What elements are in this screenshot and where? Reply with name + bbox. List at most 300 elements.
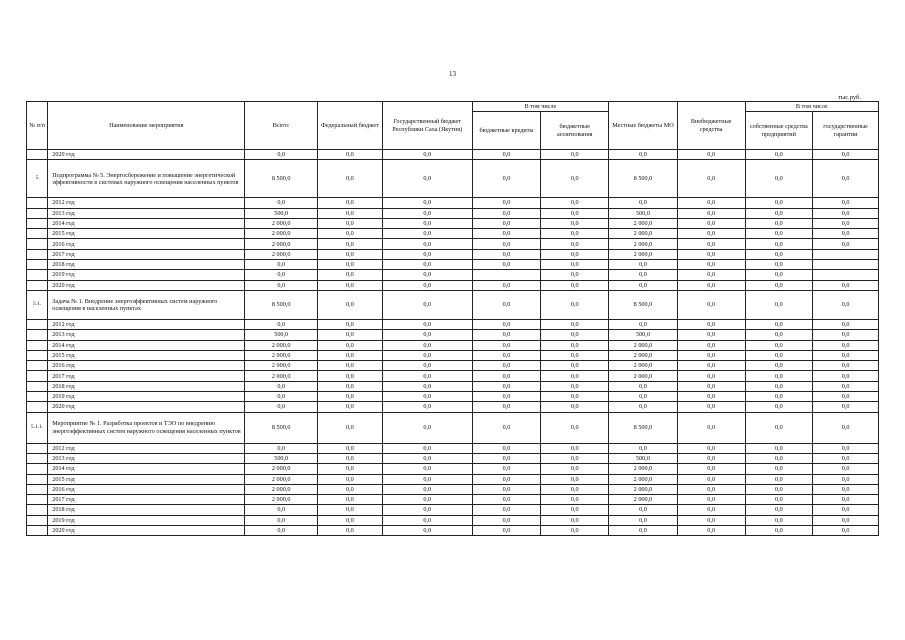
cell-credits: 0,0	[472, 381, 541, 391]
row-number-empty	[27, 495, 48, 505]
cell-assign: 0,0	[541, 290, 609, 319]
row-number-empty	[27, 218, 48, 228]
year-label: 2018 год	[48, 505, 245, 515]
cell-state: 0,0	[382, 392, 472, 402]
year-label: 2014 год	[48, 464, 245, 474]
cell-extra: 0,0	[677, 453, 745, 463]
row-number-empty	[27, 392, 48, 402]
table-row-year	[27, 208, 879, 218]
cell-extra: 0,0	[677, 270, 745, 280]
cell-federal: 0,0	[318, 218, 383, 228]
cell-assign: 0,0	[541, 505, 609, 515]
cell-state: 0,0	[382, 319, 472, 329]
cell-total: 8 500,0	[245, 290, 318, 319]
cell-credits: 0,0	[472, 464, 541, 474]
cell-state: 0,0	[382, 280, 472, 290]
cell-assign: 0,0	[541, 402, 609, 412]
cell-guar	[813, 249, 879, 259]
cell-local: 0,0	[609, 319, 678, 329]
table-row-program	[27, 412, 879, 443]
cell-credits: 0,0	[472, 443, 541, 453]
cell-federal: 0,0	[318, 443, 383, 453]
cell-state: 0,0	[382, 381, 472, 391]
cell-federal: 0,0	[318, 290, 383, 319]
cell-total: 500,0	[245, 453, 318, 463]
row-number-empty	[27, 260, 48, 270]
header-federal: Федеральный бюджет	[318, 102, 383, 150]
table-row-year	[27, 402, 879, 412]
row-number-empty	[27, 239, 48, 249]
table-row-year	[27, 464, 879, 474]
row-number-empty	[27, 361, 48, 371]
cell-extra: 0,0	[677, 150, 745, 160]
cell-federal: 0,0	[318, 392, 383, 402]
cell-total: 2 000,0	[245, 484, 318, 494]
cell-credits: 0,0	[472, 495, 541, 505]
cell-federal: 0,0	[318, 160, 383, 198]
cell-state: 0,0	[382, 361, 472, 371]
cell-own: 0,0	[745, 412, 813, 443]
table-row-year	[27, 443, 879, 453]
table-row-year	[27, 371, 879, 381]
cell-extra: 0,0	[677, 484, 745, 494]
cell-state: 0,0	[382, 484, 472, 494]
cell-guar: 0,0	[813, 464, 879, 474]
cell-credits: 0,0	[472, 484, 541, 494]
table-row-year	[27, 392, 879, 402]
cell-federal: 0,0	[318, 495, 383, 505]
cell-total: 0,0	[245, 280, 318, 290]
table-row-year	[27, 280, 879, 290]
table-row-year	[27, 526, 879, 536]
cell-credits	[472, 270, 541, 280]
table-row-year	[27, 474, 879, 484]
cell-guar: 0,0	[813, 515, 879, 525]
cell-assign: 0,0	[541, 464, 609, 474]
cell-guar: 0,0	[813, 239, 879, 249]
cell-guar: 0,0	[813, 290, 879, 319]
year-label: 2018 год	[48, 381, 245, 391]
cell-guar: 0,0	[813, 495, 879, 505]
cell-own: 0,0	[745, 229, 813, 239]
cell-state: 0,0	[382, 249, 472, 259]
cell-state: 0,0	[382, 412, 472, 443]
row-number: 5.1.	[27, 290, 48, 319]
cell-local: 8 500,0	[609, 412, 678, 443]
cell-own: 0,0	[745, 150, 813, 160]
row-number-empty	[27, 484, 48, 494]
cell-state: 0,0	[382, 198, 472, 208]
cell-credits: 0,0	[472, 505, 541, 515]
cell-guar: 0,0	[813, 208, 879, 218]
cell-local: 8 500,0	[609, 290, 678, 319]
cell-extra: 0,0	[677, 381, 745, 391]
table-row-year	[27, 198, 879, 208]
row-number-empty	[27, 150, 48, 160]
cell-own: 0,0	[745, 402, 813, 412]
cell-assign: 0,0	[541, 412, 609, 443]
cell-federal: 0,0	[318, 371, 383, 381]
cell-total: 2 000,0	[245, 239, 318, 249]
cell-state: 0,0	[382, 495, 472, 505]
cell-credits: 0,0	[472, 218, 541, 228]
cell-own: 0,0	[745, 270, 813, 280]
cell-federal: 0,0	[318, 484, 383, 494]
cell-federal: 0,0	[318, 361, 383, 371]
cell-own: 0,0	[745, 464, 813, 474]
cell-extra: 0,0	[677, 290, 745, 319]
cell-guar: 0,0	[813, 160, 879, 198]
year-label: 2019 год	[48, 270, 245, 280]
cell-assign: 0,0	[541, 270, 609, 280]
cell-federal: 0,0	[318, 412, 383, 443]
cell-guar: 0,0	[813, 218, 879, 228]
cell-own: 0,0	[745, 371, 813, 381]
cell-guar	[813, 260, 879, 270]
cell-federal: 0,0	[318, 208, 383, 218]
cell-own: 0,0	[745, 350, 813, 360]
cell-federal: 0,0	[318, 526, 383, 536]
year-label: 2012 год	[48, 443, 245, 453]
header-no: № п/п	[27, 102, 48, 150]
cell-total: 0,0	[245, 443, 318, 453]
cell-state: 0,0	[382, 402, 472, 412]
row-number-empty	[27, 350, 48, 360]
table-row-program	[27, 290, 879, 319]
cell-local: 0,0	[609, 280, 678, 290]
year-label: 2020 год	[48, 526, 245, 536]
table-row-year	[27, 453, 879, 463]
cell-federal: 0,0	[318, 381, 383, 391]
row-number-empty	[27, 319, 48, 329]
cell-guar: 0,0	[813, 350, 879, 360]
cell-state: 0,0	[382, 464, 472, 474]
year-label: 2013 год	[48, 330, 245, 340]
cell-assign: 0,0	[541, 443, 609, 453]
cell-federal: 0,0	[318, 350, 383, 360]
header-local: Местные бюджеты МО	[609, 102, 678, 150]
cell-total: 8 500,0	[245, 160, 318, 198]
cell-extra: 0,0	[677, 474, 745, 484]
cell-local: 0,0	[609, 381, 678, 391]
row-number-empty	[27, 280, 48, 290]
cell-local: 0,0	[609, 515, 678, 525]
year-label: 2015 год	[48, 474, 245, 484]
cell-credits: 0,0	[472, 340, 541, 350]
cell-extra: 0,0	[677, 319, 745, 329]
cell-own: 0,0	[745, 340, 813, 350]
cell-state: 0,0	[382, 371, 472, 381]
cell-credits: 0,0	[472, 402, 541, 412]
cell-guar: 0,0	[813, 198, 879, 208]
table-row-year	[27, 381, 879, 391]
cell-extra: 0,0	[677, 249, 745, 259]
table-header	[27, 102, 879, 150]
cell-state: 0,0	[382, 150, 472, 160]
cell-credits: 0,0	[472, 412, 541, 443]
cell-own: 0,0	[745, 319, 813, 329]
cell-guar	[813, 270, 879, 280]
cell-total: 0,0	[245, 319, 318, 329]
cell-federal: 0,0	[318, 270, 383, 280]
cell-state: 0,0	[382, 229, 472, 239]
cell-local: 500,0	[609, 208, 678, 218]
cell-credits: 0,0	[472, 350, 541, 360]
cell-own: 0,0	[745, 280, 813, 290]
cell-local: 2 000,0	[609, 464, 678, 474]
cell-state: 0,0	[382, 515, 472, 525]
cell-total: 0,0	[245, 381, 318, 391]
cell-state: 0,0	[382, 208, 472, 218]
page-number: 13	[449, 70, 456, 78]
cell-total: 0,0	[245, 526, 318, 536]
cell-guar: 0,0	[813, 361, 879, 371]
table-row-year	[27, 484, 879, 494]
cell-federal: 0,0	[318, 260, 383, 270]
cell-extra: 0,0	[677, 412, 745, 443]
cell-local: 0,0	[609, 198, 678, 208]
cell-guar: 0,0	[813, 392, 879, 402]
cell-assign: 0,0	[541, 229, 609, 239]
cell-own: 0,0	[745, 361, 813, 371]
cell-guar: 0,0	[813, 371, 879, 381]
cell-federal: 0,0	[318, 464, 383, 474]
cell-own: 0,0	[745, 208, 813, 218]
cell-own: 0,0	[745, 218, 813, 228]
budget-table	[26, 101, 879, 536]
cell-federal: 0,0	[318, 453, 383, 463]
cell-state: 0,0	[382, 270, 472, 280]
year-label: 2016 год	[48, 361, 245, 371]
cell-total: 500,0	[245, 208, 318, 218]
cell-assign: 0,0	[541, 526, 609, 536]
cell-credits: 0,0	[472, 361, 541, 371]
cell-own: 0,0	[745, 505, 813, 515]
cell-assign: 0,0	[541, 280, 609, 290]
cell-local: 2 000,0	[609, 371, 678, 381]
cell-extra: 0,0	[677, 505, 745, 515]
cell-guar: 0,0	[813, 229, 879, 239]
cell-total: 0,0	[245, 515, 318, 525]
cell-federal: 0,0	[318, 340, 383, 350]
cell-own: 0,0	[745, 260, 813, 270]
year-label: 2017 год	[48, 371, 245, 381]
cell-total: 2 000,0	[245, 464, 318, 474]
cell-credits: 0,0	[472, 260, 541, 270]
cell-assign: 0,0	[541, 319, 609, 329]
cell-total: 2 000,0	[245, 495, 318, 505]
cell-own: 0,0	[745, 474, 813, 484]
cell-extra: 0,0	[677, 260, 745, 270]
cell-state: 0,0	[382, 330, 472, 340]
cell-own: 0,0	[745, 330, 813, 340]
cell-credits: 0,0	[472, 198, 541, 208]
cell-assign: 0,0	[541, 515, 609, 525]
table-row-year	[27, 229, 879, 239]
cell-assign: 0,0	[541, 484, 609, 494]
cell-local: 2 000,0	[609, 495, 678, 505]
cell-credits: 0,0	[472, 208, 541, 218]
cell-state: 0,0	[382, 340, 472, 350]
header-state: Государственный бюджет Республики Саха (Якутия)	[382, 102, 472, 150]
row-number-empty	[27, 340, 48, 350]
cell-federal: 0,0	[318, 249, 383, 259]
cell-local: 2 000,0	[609, 249, 678, 259]
row-number-empty	[27, 515, 48, 525]
cell-own: 0,0	[745, 484, 813, 494]
cell-total: 8 500,0	[245, 412, 318, 443]
cell-state: 0,0	[382, 260, 472, 270]
cell-assign: 0,0	[541, 160, 609, 198]
table-body	[27, 150, 879, 536]
cell-local: 500,0	[609, 330, 678, 340]
cell-credits: 0,0	[472, 319, 541, 329]
cell-total: 500,0	[245, 330, 318, 340]
cell-extra: 0,0	[677, 392, 745, 402]
cell-local: 0,0	[609, 150, 678, 160]
row-number-empty	[27, 208, 48, 218]
cell-extra: 0,0	[677, 330, 745, 340]
year-label: 2020 год	[48, 280, 245, 290]
cell-extra: 0,0	[677, 361, 745, 371]
table-row-year	[27, 350, 879, 360]
cell-own: 0,0	[745, 160, 813, 198]
cell-assign: 0,0	[541, 474, 609, 484]
table-row-year	[27, 218, 879, 228]
table-row-year	[27, 270, 879, 280]
cell-extra: 0,0	[677, 160, 745, 198]
cell-guar: 0,0	[813, 453, 879, 463]
cell-credits: 0,0	[472, 474, 541, 484]
cell-own: 0,0	[745, 453, 813, 463]
cell-extra: 0,0	[677, 198, 745, 208]
row-number-empty	[27, 526, 48, 536]
cell-total: 2 000,0	[245, 340, 318, 350]
cell-guar: 0,0	[813, 402, 879, 412]
cell-guar: 0,0	[813, 484, 879, 494]
cell-assign: 0,0	[541, 392, 609, 402]
year-label: 2020 год	[48, 150, 245, 160]
cell-local: 2 000,0	[609, 474, 678, 484]
cell-assign: 0,0	[541, 495, 609, 505]
year-label: 2017 год	[48, 249, 245, 259]
cell-total: 2 000,0	[245, 218, 318, 228]
cell-extra: 0,0	[677, 280, 745, 290]
cell-extra: 0,0	[677, 371, 745, 381]
cell-federal: 0,0	[318, 150, 383, 160]
cell-guar: 0,0	[813, 474, 879, 484]
year-label: 2017 год	[48, 495, 245, 505]
row-number-empty	[27, 402, 48, 412]
cell-assign: 0,0	[541, 218, 609, 228]
cell-local: 2 000,0	[609, 361, 678, 371]
cell-credits: 0,0	[472, 160, 541, 198]
cell-total: 0,0	[245, 150, 318, 160]
header-assign: бюджетные ассигнования	[541, 112, 609, 150]
cell-total: 2 000,0	[245, 361, 318, 371]
cell-federal: 0,0	[318, 229, 383, 239]
row-number-empty	[27, 270, 48, 280]
table-row-year	[27, 495, 879, 505]
cell-guar: 0,0	[813, 150, 879, 160]
header-guar: государственные гарантии	[813, 112, 879, 150]
header-total: Всего:	[245, 102, 318, 150]
cell-assign: 0,0	[541, 350, 609, 360]
cell-guar: 0,0	[813, 280, 879, 290]
cell-state: 0,0	[382, 474, 472, 484]
cell-total: 0,0	[245, 260, 318, 270]
cell-own: 0,0	[745, 290, 813, 319]
cell-assign: 0,0	[541, 361, 609, 371]
table-row-year	[27, 249, 879, 259]
cell-state: 0,0	[382, 505, 472, 515]
cell-local: 0,0	[609, 260, 678, 270]
table-row-year	[27, 361, 879, 371]
cell-federal: 0,0	[318, 330, 383, 340]
year-label: 2015 год	[48, 229, 245, 239]
cell-state: 0,0	[382, 350, 472, 360]
header-credits: бюджетные кредиты	[472, 112, 541, 150]
cell-extra: 0,0	[677, 208, 745, 218]
cell-credits: 0,0	[472, 453, 541, 463]
row-number-empty	[27, 453, 48, 463]
cell-extra: 0,0	[677, 229, 745, 239]
cell-total: 0,0	[245, 198, 318, 208]
cell-extra: 0,0	[677, 515, 745, 525]
cell-assign: 0,0	[541, 381, 609, 391]
year-label: 2014 год	[48, 218, 245, 228]
row-number: 5.1.1.	[27, 412, 48, 443]
cell-assign: 0,0	[541, 260, 609, 270]
cell-own: 0,0	[745, 515, 813, 525]
cell-local: 0,0	[609, 505, 678, 515]
cell-credits: 0,0	[472, 392, 541, 402]
table-row-year	[27, 150, 879, 160]
year-label: 2015 год	[48, 350, 245, 360]
row-number: 5	[27, 160, 48, 198]
cell-total: 0,0	[245, 402, 318, 412]
cell-federal: 0,0	[318, 239, 383, 249]
cell-federal: 0,0	[318, 505, 383, 515]
table-row-program	[27, 160, 879, 198]
cell-credits: 0,0	[472, 229, 541, 239]
row-number-empty	[27, 371, 48, 381]
cell-total: 0,0	[245, 392, 318, 402]
row-number-empty	[27, 198, 48, 208]
cell-assign: 0,0	[541, 198, 609, 208]
cell-local: 8 500,0	[609, 160, 678, 198]
cell-credits: 0,0	[472, 249, 541, 259]
cell-federal: 0,0	[318, 319, 383, 329]
cell-federal: 0,0	[318, 280, 383, 290]
cell-assign: 0,0	[541, 150, 609, 160]
table-row-year	[27, 260, 879, 270]
cell-local: 2 000,0	[609, 350, 678, 360]
cell-federal: 0,0	[318, 474, 383, 484]
cell-own: 0,0	[745, 198, 813, 208]
cell-local: 2 000,0	[609, 239, 678, 249]
table-row-year	[27, 319, 879, 329]
cell-extra: 0,0	[677, 526, 745, 536]
year-label: 2019 год	[48, 392, 245, 402]
row-number-empty	[27, 330, 48, 340]
cell-assign: 0,0	[541, 239, 609, 249]
cell-guar: 0,0	[813, 443, 879, 453]
row-number-empty	[27, 443, 48, 453]
table-row-year	[27, 340, 879, 350]
cell-guar: 0,0	[813, 412, 879, 443]
cell-total: 2 000,0	[245, 371, 318, 381]
